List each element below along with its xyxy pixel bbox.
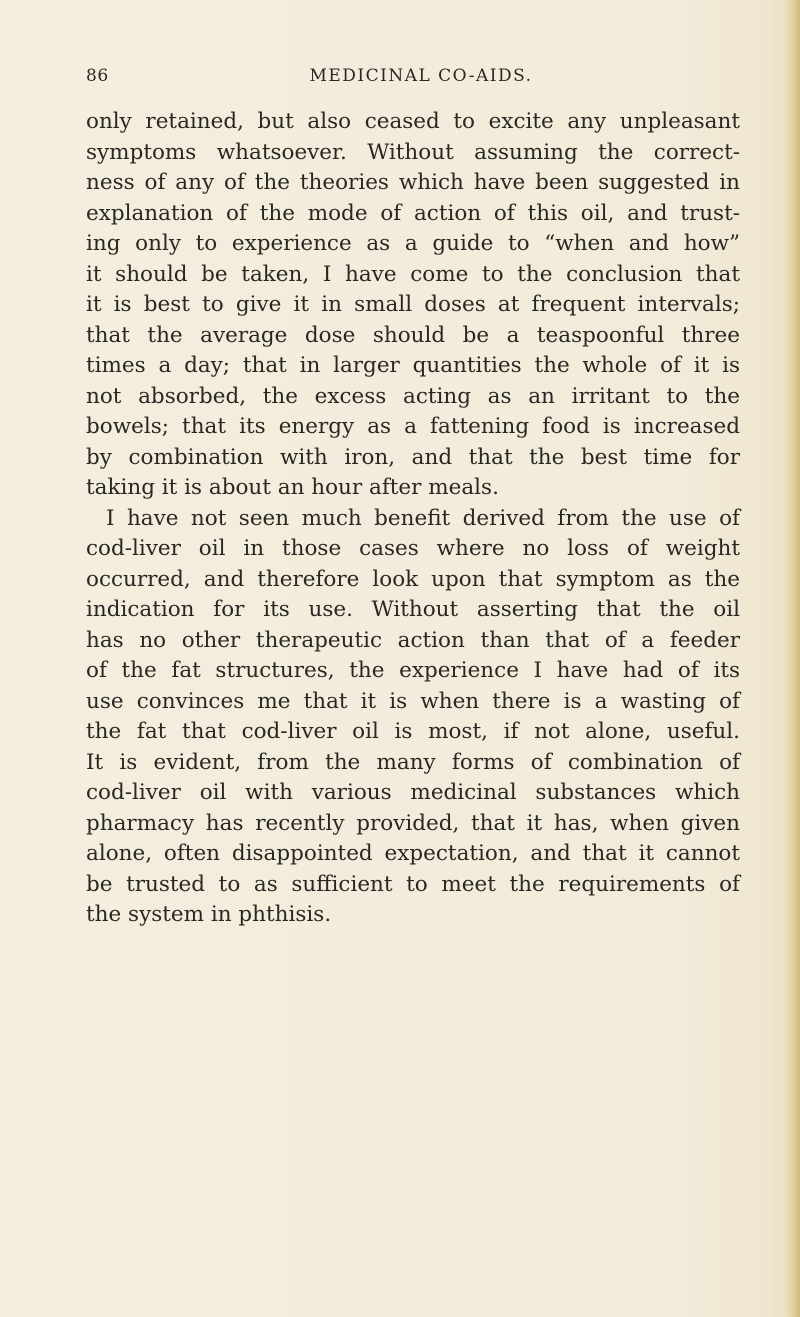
text-line: cod-liver oil with various medicinal substances which (86, 780, 740, 805)
text-line: only retained, but also ceased to excite any unpleasant (86, 109, 740, 134)
text-line: indication for its use. Without asserting that the oil (86, 597, 740, 622)
paragraph-end-line: taking it is about an hour after meals. (86, 475, 499, 500)
text-line: times a day; that in larger quantities the whole of it is (86, 353, 740, 378)
text-line: it is best to give it in small doses at frequent intervals; (86, 292, 740, 317)
page-number: 86 (86, 66, 109, 86)
text-line: use convinces me that it is when there is a wasting of (86, 688, 740, 714)
text-line: symptoms whatsoever. Without assuming the correct- (86, 139, 740, 165)
text-line: ing only to experience as a guide to “when and how” (86, 231, 740, 256)
text-line: alone, often disappointed expectation, and that it cannot (86, 841, 740, 866)
text-line: explanation of the mode of action of this oil, and trust- (86, 200, 740, 226)
text-line: bowels; that its energy as a fattening food is increased (86, 414, 740, 439)
text-line: it should be taken, I have come to the conclusion that (86, 261, 740, 287)
paragraph-start-line: I have not seen much benefit derived from the use of (106, 505, 740, 531)
paragraph-end-line: the system in phthisis. (86, 902, 332, 927)
text-line: ness of any of the theories which have been suggested in (86, 170, 740, 195)
text-line: has no other therapeutic action than that of a feeder (86, 627, 740, 653)
text-line: by combination with iron, and that the best time for (86, 444, 740, 470)
page-edge-shadow (786, 0, 800, 1317)
text-line: not absorbed, the excess acting as an irritant to the (86, 383, 740, 409)
text-line: be trusted to as sufficient to meet the requirements of (86, 871, 740, 897)
text-line: of the fat structures, the experience I have had of its (86, 658, 740, 683)
text-line: that the average dose should be a teaspoonful three (86, 322, 740, 348)
text-line: the fat that cod-liver oil is most, if not alone, useful. (86, 719, 740, 744)
text-line: cod-liver oil in those cases where no loss of weight (86, 536, 740, 561)
text-line: occurred, and therefore look upon that symptom as the (86, 566, 740, 592)
text-line: pharmacy has recently provided, that it has, when given (86, 810, 740, 836)
body-text (86, 107, 740, 931)
running-head: MEDICINAL CO-AIDS. (309, 66, 533, 86)
text-line: It is evident, from the many forms of combination of (86, 749, 740, 775)
page-header (86, 66, 756, 96)
